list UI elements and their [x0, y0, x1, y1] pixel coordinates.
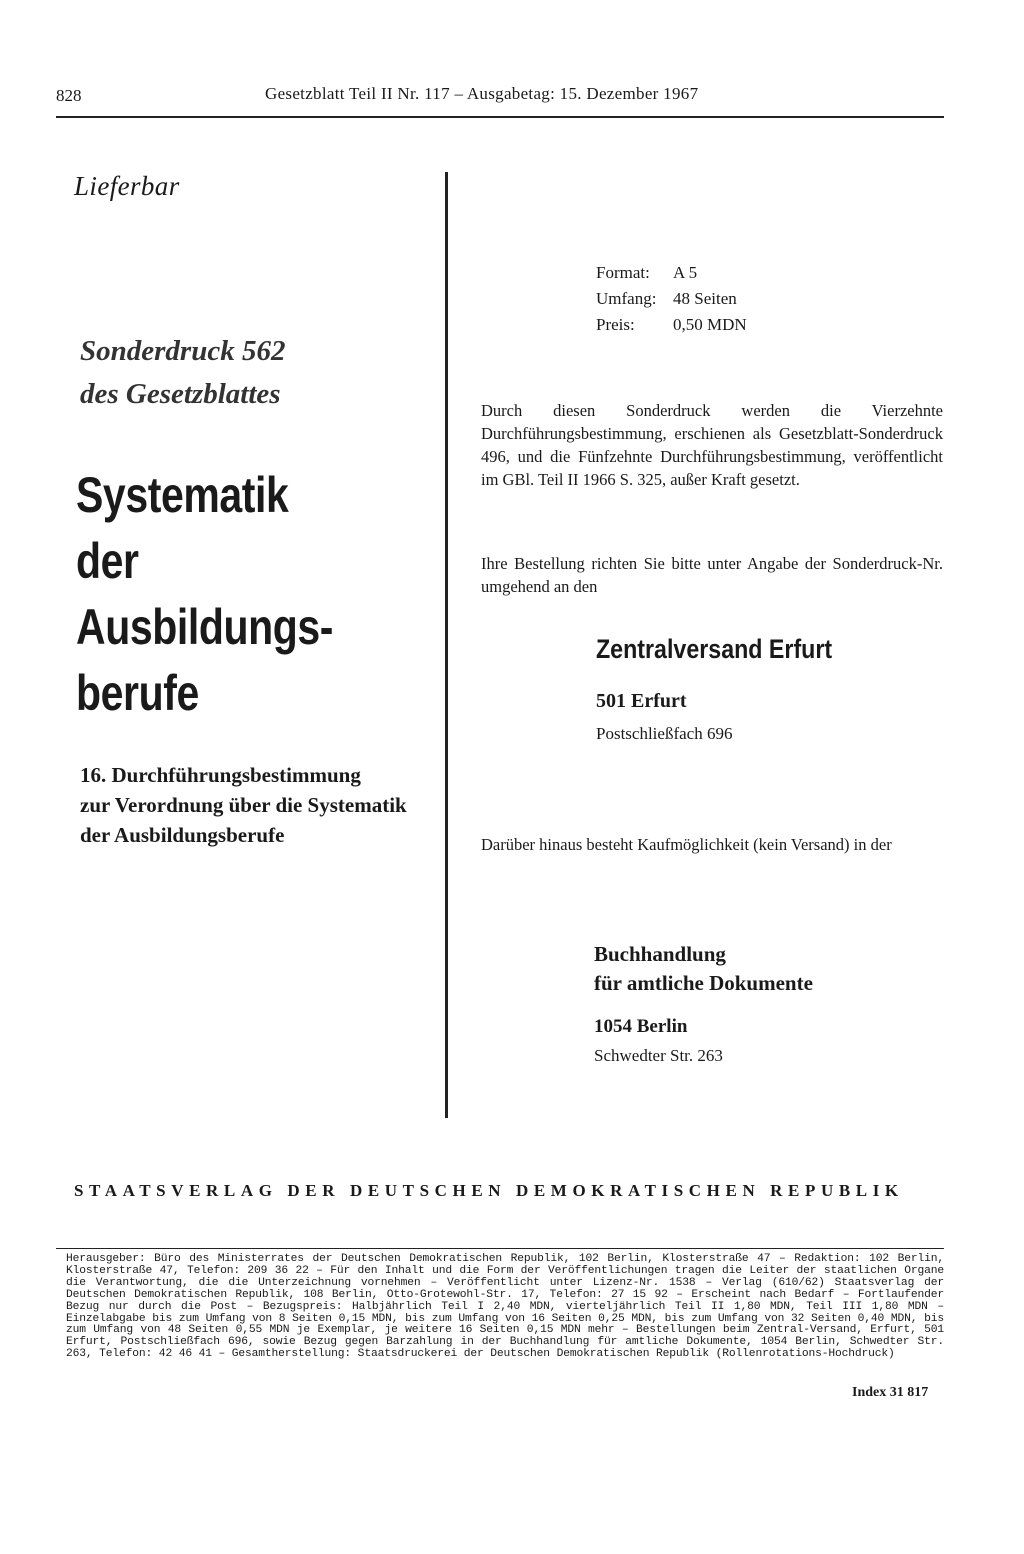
running-header: Gesetzblatt Teil II Nr. 117 – Ausgabetag: 15. Dezember 1967: [265, 84, 699, 103]
spec-key: Umfang:: [596, 289, 657, 308]
spec-value: 0,50 MDN: [673, 315, 747, 334]
title-line-1: Systematik: [76, 467, 289, 523]
bookshop-street: Schwedter Str. 263: [594, 1046, 723, 1065]
spec-value: 48 Seiten: [673, 289, 737, 308]
imprint-text: Herausgeber: Büro des Ministerrates der Deutschen Demokratischen Republik, 102 Berlin, Klosterstraße 47 – Redaktion: 102 Berlin, Klosterstraße 47, Telefon: 209 36 22 – Für den Inhalt und die Form der Veröffentlichungen tragen die Leiter der staatlichen Organe die Verantwortung, die die Unterzeichnung vornehmen – Veröffentlicht unter Lizenz-Nr. 1538 – Verlag (610/62) Staatsverlag der Deutschen Demokratischen Republik, 108 Berlin, Otto-Grotewohl-Str. 17, Telefon: 27 15 92 – Erscheint nach Bedarf – Fortlaufender Bezug nur durch die Post – Bezugspreis: Halbjährlich Teil I 2,40 MDN, vierteljährlich Teil II 1,80 MDN, Teil III 1,80 MDN – Einzelabgabe bis zum Umfang von 8 Seiten 0,15 MDN, bis zum Umfang von 16 Seiten 0,25 MDN, bis zum Umfang von 32 Seiten 0,40 MDN, bis zum Umfang von 48 Seiten 0,55 MDN je Exemplar, je weitere 16 Seiten 0,15 MDN mehr – Bestellungen beim Zentral-Versand, Erfurt, 501 Erfurt, Postschließfach 696, sowie Bezug gegen Barzahlung in der Buchhandlung für amtliche Dokumente, 1054 Berlin, Schwedter Str. 263, Telefon: 42 46 41 – Gesamtherstellung: Staatsdruckerei der Deutschen Demokratischen Republik (Rollenrotations-Hochdruck): [66, 1253, 944, 1361]
order-instructions-paragraph: Ihre Bestellung richten Sie bitte unter Angabe der Sonderdruck-Nr. umgehend an den: [481, 554, 943, 596]
specification-table: [596, 260, 747, 338]
spec-row-umfang: [596, 286, 747, 312]
column-divider: [445, 172, 448, 1118]
distributor-name: Zentralversand Erfurt: [596, 634, 833, 664]
subtitle-line-1: 16. Durchführungsbestimmung: [80, 763, 361, 787]
imprint-rule: [56, 1248, 944, 1249]
purchase-option-paragraph: Darüber hinaus besteht Kaufmöglichkeit (kein Versand) in der: [481, 835, 892, 854]
supersession-paragraph: Durch diesen Sonderdruck werden die Vierzehnte Durchführungsbestimmung, erschienen als Gesetzblatt-Sonderdruck 496, und die Fünfzehnte Durchführungsbestimmung, veröffentlicht im GBl. Teil II 1966 S. 325, außer Kraft gesetzt.: [481, 401, 943, 489]
spec-value: A 5: [673, 263, 698, 282]
distributor-city: 501 Erfurt: [596, 690, 687, 712]
spec-row-preis: [596, 312, 747, 338]
availability-heading: Lieferbar: [74, 171, 180, 201]
publication-subtitle: [80, 760, 440, 850]
special-print-number: Sonderdruck 562: [80, 335, 286, 367]
spec-key: Preis:: [596, 315, 635, 334]
page-number: 828: [56, 86, 82, 105]
header-rule: [56, 116, 944, 118]
index-number: Index 31 817: [852, 1385, 929, 1400]
bookshop-name-line-2: für amtliche Dokumente: [594, 971, 813, 995]
subtitle-line-2: zur Verordnung über die Systematik: [80, 793, 407, 817]
title-line-4: berufe: [76, 665, 199, 721]
distributor-po-box: Postschließfach 696: [596, 724, 733, 743]
title-line-2: der: [76, 533, 139, 589]
title-line-3: Ausbildungs-: [76, 599, 334, 655]
publication-title: [76, 462, 371, 726]
subtitle-line-3: der Ausbildungsberufe: [80, 823, 285, 847]
bookshop-city: 1054 Berlin: [594, 1016, 688, 1037]
bookshop-name-line-1: Buchhandlung: [594, 942, 726, 966]
spec-key: Format:: [596, 263, 650, 282]
publisher-name: STAATSVERLAG DER DEUTSCHEN DEMOKRATISCHEN REPUBLIK: [74, 1181, 904, 1200]
special-print-source: des Gesetzblattes: [80, 378, 281, 410]
spec-row-format: [596, 260, 747, 286]
